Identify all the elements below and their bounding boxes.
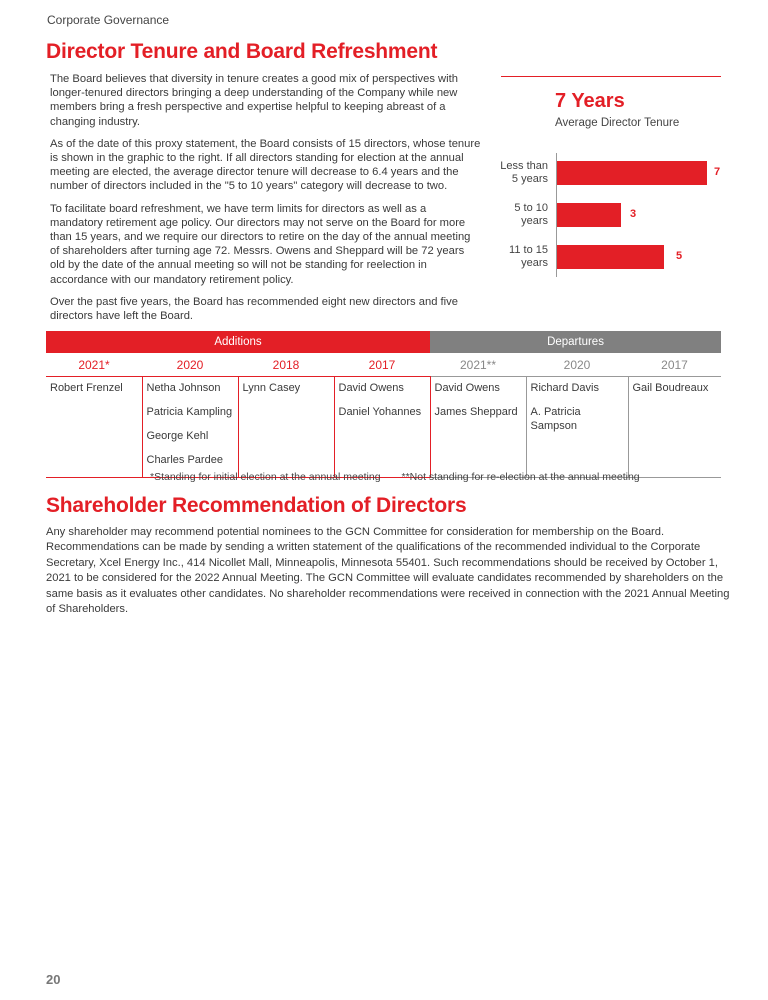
bar-value-label: 3 [630, 208, 637, 220]
additions-header: Additions [46, 331, 430, 353]
bar-category-label: Less than 5 years [500, 160, 548, 185]
year-header: 2021* [46, 353, 142, 377]
director-name: Charles Pardee [146, 454, 223, 466]
shareholder-body-text: Any shareholder may recommend potential nominees to the GCN Committee for consideration for membership on the Board. Recommendations can be made by sending a written statement of the qualifications of the recommended individual to the Corporate Secretary, Xcel Energy Inc., 414 Nicollet Mall, Minneapolis, Minnesota 55401. Such recommendations should be received by October 1, 2021 to be considered for the 2022 Annual Meeting. The GCN Committee will evaluate candidates recommended by shareholders on the same basis as it evaluates other candidates. No shareholder recommendations were received in connection with the 2021 Annual Meeting of Shareholders. [46, 526, 730, 616]
additions-cell [238, 377, 334, 478]
average-tenure-value: 7 Years [555, 90, 625, 112]
additions-cell [334, 377, 430, 478]
director-name: James Sheppard [434, 406, 518, 418]
intro-paragraph: As of the date of this proxy statement, the Board consists of 15 directors, whose tenure is shown in the graphic to the right. If all directors standing for election at the annual meeting are elected, the average director tenure will decrease to 6.4 years and the number of directors included in the "5 to 10 years" category will decrease to two. [50, 137, 481, 193]
section-label: Corporate Governance [47, 13, 170, 27]
year-header: 2020 [142, 353, 238, 377]
director-name: Patricia Kampling [146, 406, 233, 418]
departures-cell [628, 377, 721, 478]
bar [557, 245, 664, 269]
page-number: 20 [46, 972, 61, 987]
page-title: Director Tenure and Board Refreshment [46, 40, 438, 63]
director-name: Richard Davis [530, 382, 599, 394]
additions-cell [142, 377, 238, 478]
chart-row [490, 203, 730, 227]
intro-paragraph: To facilitate board refreshment, we have term limits for directors as well as a mandatory retirement age policy. Our directors may not serve on the Board for more than 15 years, and we require our directors to retire on the day of the annual meeting of shareholders after turning age 72. Messrs. Owens and Sheppard will be 72 years old by the date of the annual meeting so will not be standing for reelection in accordance with our mandatory retirement policy. [50, 202, 471, 286]
bar [557, 161, 707, 185]
year-header: 2020 [526, 353, 628, 377]
bar [557, 203, 621, 227]
bar-value-label: 7 [714, 166, 721, 178]
chart-row [490, 161, 730, 185]
footnote: **Not standing for re-election at the annual meeting [401, 471, 640, 483]
year-header: 2021** [430, 353, 526, 377]
sidebar-divider [501, 76, 721, 77]
tenure-bar-chart [490, 150, 730, 280]
bar-value-label: 5 [676, 250, 683, 262]
chart-row [490, 245, 730, 269]
average-tenure-label: Average Director Tenure [555, 117, 680, 129]
director-name: Daniel Yohannes [338, 406, 422, 418]
departures-header: Departures [430, 331, 721, 353]
director-name: Gail Boudreaux [632, 382, 709, 394]
bar-category-label: 5 to 10 years [514, 202, 548, 227]
director-name: George Kehl [146, 430, 209, 442]
table-row [46, 377, 721, 478]
section-title: Shareholder Recommendation of Directors [46, 494, 467, 517]
intro-paragraph: The Board believes that diversity in tenure creates a good mix of perspectives with longer-tenured directors bringing a deep understanding of the Company while new members bring a fresh perspective and expertise helpful to keeping abreast of a changing industry. [50, 73, 458, 128]
director-name: David Owens [338, 382, 404, 394]
director-name: David Owens [434, 382, 500, 394]
year-header: 2018 [238, 353, 334, 377]
director-name: A. Patricia Sampson [530, 406, 581, 432]
footnote: *Standing for initial election at the annual meeting [150, 471, 381, 483]
director-name: Netha Johnson [146, 382, 221, 394]
bar-category-label: 11 to 15 years [509, 244, 548, 269]
departures-cell [526, 377, 628, 478]
director-name: Lynn Casey [242, 382, 301, 394]
director-name: Robert Frenzel [50, 382, 123, 394]
intro-text [50, 72, 482, 331]
additions-cell [46, 377, 142, 478]
year-header: 2017 [334, 353, 430, 377]
board-changes-table [46, 331, 721, 478]
year-header: 2017 [628, 353, 721, 377]
departures-cell [430, 377, 526, 478]
intro-paragraph: Over the past five years, the Board has recommended eight new directors and five directors have left the Board. [50, 295, 458, 323]
table-footnotes [150, 471, 658, 483]
